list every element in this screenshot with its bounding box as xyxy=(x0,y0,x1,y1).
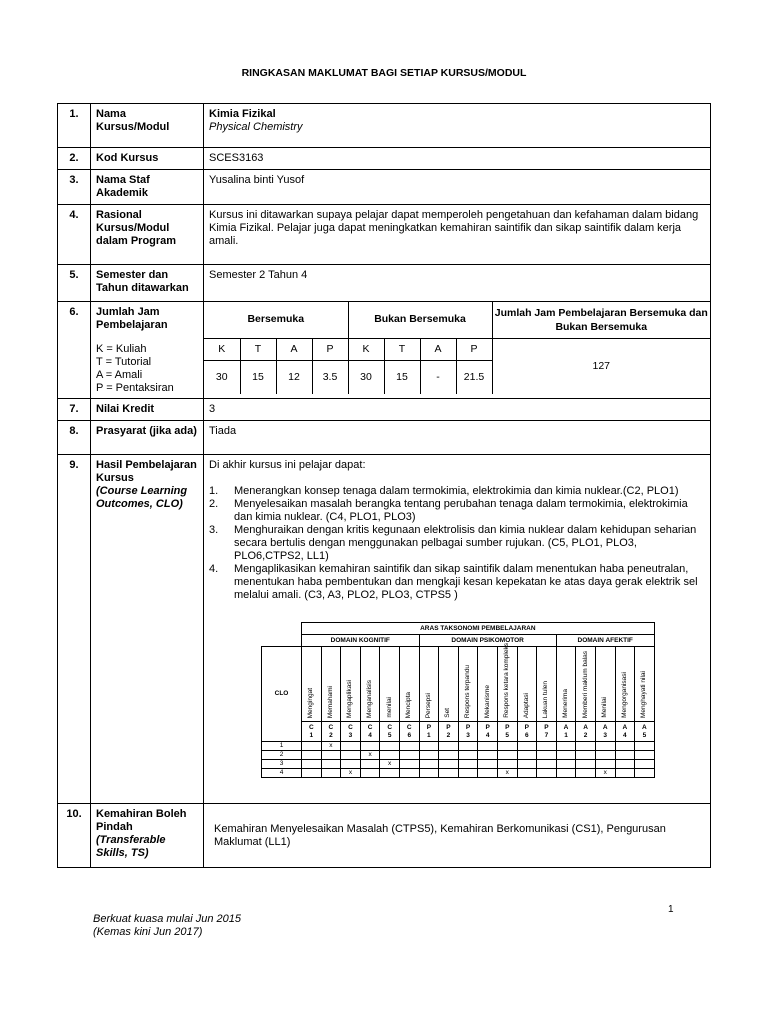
row-value xyxy=(204,455,711,804)
code-number: 3 xyxy=(603,731,608,739)
hour-code: K xyxy=(348,338,384,360)
taxonomy-mark xyxy=(399,751,419,760)
row-label: Prasyarat (jika ada) xyxy=(91,421,204,455)
document-title: RINGKASAN MAKLUMAT BAGI SETIAP KURSUS/MODUL xyxy=(241,67,527,79)
taxonomy-mark xyxy=(341,760,361,769)
code-number: 2 xyxy=(583,731,588,739)
clo-text: Menerangkan konsep tenaga dalam termokimia, elektrokimia dan kimia nuklear.(C2, PLO1) xyxy=(234,485,679,497)
row-course-name xyxy=(58,104,711,148)
taxonomy-mark xyxy=(399,769,419,778)
taxonomy-row xyxy=(262,742,655,751)
code-letter: P xyxy=(485,723,490,731)
code-letter: C xyxy=(367,723,373,731)
taxonomy-level-header xyxy=(635,647,655,722)
taxonomy-mark xyxy=(537,760,557,769)
row-number: 4. xyxy=(58,205,91,265)
code-letter: A xyxy=(602,723,608,731)
taxonomy-mark xyxy=(556,760,576,769)
row-value: SCES3163 xyxy=(204,148,711,170)
taxonomy-level-name: Menilai xyxy=(601,697,609,718)
taxonomy-row xyxy=(262,760,655,769)
taxonomy-level-header xyxy=(360,647,380,722)
taxonomy-mark xyxy=(595,751,615,760)
row-label xyxy=(91,302,204,399)
taxonomy-level-header xyxy=(380,647,400,722)
hour-value: - xyxy=(420,360,456,394)
taxonomy-level-name: Lakuan tulen xyxy=(542,680,550,718)
taxonomy-level-code xyxy=(478,722,498,742)
code-number: 4 xyxy=(622,731,627,739)
taxonomy-level-code xyxy=(517,722,537,742)
taxonomy-mark xyxy=(517,769,537,778)
taxonomy-mark xyxy=(380,742,400,751)
code-letter: P xyxy=(426,723,432,731)
row-value xyxy=(204,104,711,148)
taxonomy-level-name: Adaptasi xyxy=(522,692,530,718)
taxonomy-level-name: Menganalisis xyxy=(366,680,374,718)
row-number: 9. xyxy=(58,455,91,804)
taxonomy-mark: x xyxy=(341,769,361,778)
taxonomy-level-header xyxy=(497,643,517,722)
hours-label: Jumlah Jam Pembelajaran xyxy=(96,306,168,331)
taxonomy-mark xyxy=(399,742,419,751)
code-number: 4 xyxy=(485,731,490,739)
code-letter: P xyxy=(446,723,451,731)
taxonomy-mark xyxy=(380,751,400,760)
taxonomy-table xyxy=(261,622,655,778)
taxonomy-mark xyxy=(341,742,361,751)
taxonomy-mark xyxy=(341,751,361,760)
footer-revision-date: (Kemas kini Jun 2017) xyxy=(93,926,203,938)
row-value: Kemahiran Menyelesaikan Masalah (CTPS5), Kemahiran Berkomunikasi (CS1), Pengurusan Maklumat (LL1) xyxy=(204,804,711,868)
hour-value: 12 xyxy=(276,360,312,394)
taxonomy-mark xyxy=(439,751,459,760)
code-letter: P xyxy=(524,723,529,731)
taxonomy-mark xyxy=(302,742,322,751)
taxonomy-level-code xyxy=(321,722,341,742)
taxonomy-level-code xyxy=(341,722,361,742)
clo-label: Hasil Pembelajaran Kursus xyxy=(96,459,197,484)
row-number: 8. xyxy=(58,421,91,455)
taxonomy-level-code xyxy=(419,722,439,742)
hour-value: 3.5 xyxy=(312,360,348,394)
taxonomy-level-code xyxy=(458,722,478,742)
row-label xyxy=(91,804,204,868)
taxonomy-mark xyxy=(321,760,341,769)
taxonomy-mark xyxy=(458,742,478,751)
taxonomy-level-header xyxy=(321,647,341,722)
taxonomy-level-name: menilai xyxy=(385,697,393,718)
taxonomy-level-name: Menghayati nilai xyxy=(640,671,648,718)
taxonomy-level-name: Menerima xyxy=(562,689,570,718)
tax-title-row xyxy=(262,623,655,635)
row-value: 3 xyxy=(204,399,711,421)
row-rationale xyxy=(58,205,711,265)
taxonomy-mark xyxy=(458,751,478,760)
taxonomy-level-code xyxy=(595,722,615,742)
code-number: 1 xyxy=(309,731,314,739)
clo-text: Menyelesaikan masalah berangka tentang perubahan tenaga dalam termokimia, elektrokimia dan kimia nuklear. (C4, PLO1, PLO3) xyxy=(234,498,688,523)
code-letter: A xyxy=(583,723,588,731)
taxonomy-mark: x xyxy=(321,742,341,751)
course-name-malay: Kimia Fizikal xyxy=(209,108,276,120)
row-label xyxy=(91,455,204,804)
code-number: 5 xyxy=(642,731,647,739)
taxonomy-level-header xyxy=(615,647,635,722)
code-number: 6 xyxy=(407,731,412,739)
taxonomy-mark xyxy=(478,742,498,751)
clo-column-header: CLO xyxy=(262,647,302,742)
taxonomy-level-code xyxy=(380,722,400,742)
code-letter: C xyxy=(348,723,353,731)
taxonomy-mark xyxy=(302,751,322,760)
taxonomy-mark xyxy=(497,742,517,751)
tax-level-names-row xyxy=(262,647,655,722)
code-letter: C xyxy=(308,723,314,731)
taxonomy-mark xyxy=(537,751,557,760)
code-letter: A xyxy=(563,723,569,731)
taxonomy-level-code xyxy=(360,722,380,742)
taxonomy-mark xyxy=(419,751,439,760)
legend-item: A = Amali xyxy=(96,369,143,381)
taxonomy-mark xyxy=(302,769,322,778)
taxonomy-mark xyxy=(321,751,341,760)
row-label: Nama Kursus/Modul xyxy=(91,104,204,148)
code-letter: C xyxy=(387,723,393,731)
tax-domain-row xyxy=(262,635,655,647)
legend-item: T = Tutorial xyxy=(96,356,152,368)
taxonomy-level-header xyxy=(458,647,478,722)
tax-blank xyxy=(262,635,302,647)
row-semester xyxy=(58,265,711,302)
taxonomy-level-header xyxy=(595,647,615,722)
taxonomy-level-header xyxy=(478,647,498,722)
clo-item xyxy=(209,498,705,524)
taxonomy-mark xyxy=(517,742,537,751)
row-value: Semester 2 Tahun 4 xyxy=(204,265,711,302)
hours-grid xyxy=(204,302,710,394)
footer-effective-date: Berkuat kuasa mulai Jun 2015 xyxy=(93,913,241,925)
taxonomy-level-name: Mencipta xyxy=(405,691,413,718)
taxonomy-level-code xyxy=(399,722,419,742)
total-hours-value: 127 xyxy=(492,338,710,394)
taxonomy-level-code xyxy=(635,722,655,742)
taxonomy-mark xyxy=(478,769,498,778)
domain-affective: DOMAIN AFEKTIF xyxy=(556,635,654,647)
taxonomy-mark xyxy=(615,751,635,760)
row-label: Kod Kursus xyxy=(91,148,204,170)
taxonomy-mark xyxy=(615,769,635,778)
taxonomy-mark xyxy=(635,760,655,769)
row-number: 2. xyxy=(58,148,91,170)
code-number: 7 xyxy=(544,731,549,739)
taxonomy-level-code xyxy=(537,722,557,742)
clo-item xyxy=(209,524,705,563)
taxonomy-mark xyxy=(439,760,459,769)
code-letter: P xyxy=(465,723,471,731)
clo-number: 4. xyxy=(209,563,219,575)
taxonomy-mark: x xyxy=(380,760,400,769)
row-learning-hours xyxy=(58,302,711,399)
taxonomy-level-name: Set xyxy=(444,708,452,718)
legend-item: K = Kuliah xyxy=(96,343,147,355)
code-number: 3 xyxy=(348,731,353,739)
taxonomy-level-header xyxy=(517,647,537,722)
taxonomy-level-code xyxy=(576,722,596,742)
clo-number: 2. xyxy=(209,498,219,510)
ts-label-english: (Transferable Skills, TS) xyxy=(96,834,166,859)
hour-code: A xyxy=(276,338,312,360)
taxonomy-mark xyxy=(556,742,576,751)
code-number: 6 xyxy=(525,731,529,739)
taxonomy-mark xyxy=(478,760,498,769)
taxonomy-mark xyxy=(517,760,537,769)
code-letter: A xyxy=(622,723,628,731)
row-label: Rasional Kursus/Modul dalam Program xyxy=(91,205,204,265)
clo-number-cell: 2 xyxy=(262,751,302,760)
row-number: 5. xyxy=(58,265,91,302)
hour-value: 15 xyxy=(240,360,276,394)
taxonomy-level-header xyxy=(576,647,596,722)
taxonomy-mark xyxy=(615,760,635,769)
taxonomy-mark xyxy=(635,742,655,751)
taxonomy-level-code xyxy=(302,722,322,742)
clo-item xyxy=(209,485,705,498)
taxonomy-mark xyxy=(439,742,459,751)
taxonomy-mark xyxy=(556,769,576,778)
course-name-english: Physical Chemistry xyxy=(209,121,303,133)
taxonomy-mark xyxy=(419,760,439,769)
clo-number-cell: 4 xyxy=(262,769,302,778)
taxonomy-mark xyxy=(419,769,439,778)
taxonomy-mark xyxy=(635,769,655,778)
taxonomy-level-header xyxy=(556,647,576,722)
code-number: 4 xyxy=(368,731,372,739)
hour-code: P xyxy=(312,338,348,360)
clo-number: 1. xyxy=(209,485,219,497)
taxonomy-mark xyxy=(576,769,596,778)
row-number: 3. xyxy=(58,170,91,205)
code-number: 1 xyxy=(427,731,431,739)
code-letter: P xyxy=(544,723,549,731)
taxonomy-level-header xyxy=(302,647,322,722)
taxonomy-mark xyxy=(302,760,322,769)
taxonomy-mark xyxy=(360,742,380,751)
taxonomy-level-name: Memberi maklum balas xyxy=(581,650,589,718)
domain-psychomotor: DOMAIN PSIKOMOTOR xyxy=(419,635,556,647)
code-number: 5 xyxy=(505,731,510,739)
row-clo xyxy=(58,455,711,804)
taxonomy-level-header xyxy=(537,647,557,722)
bukan-bersemuka-header: Bukan Bersemuka xyxy=(348,302,492,338)
taxonomy-level-name: Mengorganisasi xyxy=(620,672,628,718)
taxonomy-mark: x xyxy=(360,751,380,760)
taxonomy-mark xyxy=(458,769,478,778)
taxonomy-level-header xyxy=(399,647,419,722)
row-prerequisite xyxy=(58,421,711,455)
taxonomy-mark xyxy=(360,760,380,769)
taxonomy-mark xyxy=(576,742,596,751)
row-value: Tiada xyxy=(204,421,711,455)
code-number: 2 xyxy=(446,731,451,739)
clo-number-cell: 3 xyxy=(262,760,302,769)
row-value: Kursus ini ditawarkan supaya pelajar dapat memperoleh pengetahuan dan kefahaman dalam bidang Kimia Fizikal. Pelajar juga dapat meningkatkan kemahiran saintifik dan sikap saintifik dalam kerja amali. xyxy=(204,205,711,265)
row-course-code xyxy=(58,148,711,170)
taxonomy-level-code xyxy=(439,722,459,742)
tax-blank xyxy=(262,623,302,635)
row-value: Yusalina binti Yusof xyxy=(204,170,711,205)
clo-list xyxy=(209,485,705,602)
footer xyxy=(93,913,241,939)
hour-value: 21.5 xyxy=(456,360,492,394)
taxonomy-mark xyxy=(576,751,596,760)
taxonomy-row xyxy=(262,751,655,760)
taxonomy-mark: x xyxy=(497,769,517,778)
taxonomy-level-name: Mengaplikasi xyxy=(346,680,354,718)
taxonomy-row xyxy=(262,769,655,778)
taxonomy-level-name: Respons terpandu xyxy=(464,664,472,718)
total-hours-header: Jumlah Jam Pembelajaran Bersemuka dan Bukan Bersemuka xyxy=(492,302,710,338)
taxonomy-level-name: Persepsi xyxy=(424,692,432,718)
clo-intro: Di akhir kursus ini pelajar dapat: xyxy=(209,459,366,471)
taxonomy-mark xyxy=(360,769,380,778)
code-letter: C xyxy=(328,723,334,731)
hour-value: 30 xyxy=(204,360,240,394)
hour-code: K xyxy=(204,338,240,360)
course-info-table xyxy=(57,103,711,868)
taxonomy-mark xyxy=(497,751,517,760)
code-number: 3 xyxy=(466,731,470,739)
code-letter: P xyxy=(505,723,510,731)
taxonomy-mark xyxy=(595,760,615,769)
row-label: Semester dan Tahun ditawarkan xyxy=(91,265,204,302)
taxonomy-level-name: Respons ketara kompleks xyxy=(503,643,511,718)
taxonomy-mark: x xyxy=(595,769,615,778)
taxonomy-mark xyxy=(458,760,478,769)
code-letter: A xyxy=(642,723,647,731)
code-number: 5 xyxy=(387,731,392,739)
taxonomy-mark xyxy=(439,769,459,778)
taxonomy-level-header xyxy=(341,647,361,722)
hour-value: 15 xyxy=(384,360,420,394)
taxonomy-level-name: Mekanisme xyxy=(483,684,491,718)
row-staff xyxy=(58,170,711,205)
hour-code: A xyxy=(420,338,456,360)
domain-cognitive: DOMAIN KOGNITIF xyxy=(302,635,420,647)
taxonomy-level-name: Memahami xyxy=(326,685,334,718)
row-credit xyxy=(58,399,711,421)
row-label: Nama Staf Akademik xyxy=(91,170,204,205)
row-label: Nilai Kredit xyxy=(91,399,204,421)
clo-item xyxy=(209,563,705,602)
page-number: 1 xyxy=(668,904,674,915)
taxonomy-mark xyxy=(537,769,557,778)
clo-text: Menghuraikan dengan kritis kegunaan elektrolisis dan kimia nuklear dalam kehidupan seharian secara bertulis dengan menggunakan pelbagai sumber rujukan. (C5, PLO1, PLO3, PLO6,CTPS2, LL1) xyxy=(234,524,697,562)
tax-title: ARAS TAKSONOMI PEMBELAJARAN xyxy=(302,623,655,635)
taxonomy-mark xyxy=(635,751,655,760)
clo-text: Mengaplikasikan kemahiran saintifik dan sikap saintifik dalam menentukan haba peneutralan, menentukan haba pembentukan dan mengkaji kesan kepekatan ke atas daya gerak elektrik sel melalui amali. (C3, A3, PLO2, PLO3, CTPS5 ) xyxy=(234,563,698,601)
code-number: 2 xyxy=(329,731,333,739)
hour-code: T xyxy=(384,338,420,360)
taxonomy-mark xyxy=(497,760,517,769)
taxonomy-level-header xyxy=(439,647,459,722)
taxonomy-level-code xyxy=(615,722,635,742)
taxonomy-mark xyxy=(478,751,498,760)
taxonomy-mark xyxy=(576,760,596,769)
legend-item: P = Pentaksiran xyxy=(96,382,174,394)
taxonomy-level-name: Mengingat xyxy=(307,687,315,718)
hour-code: T xyxy=(240,338,276,360)
ts-label: Kemahiran Boleh Pindah xyxy=(96,808,187,833)
code-number: 1 xyxy=(564,731,568,739)
taxonomy-level-header xyxy=(419,647,439,722)
taxonomy-mark xyxy=(321,769,341,778)
code-letter: C xyxy=(406,723,412,731)
taxonomy-mark xyxy=(419,742,439,751)
taxonomy-level-code xyxy=(497,722,517,742)
taxonomy-mark xyxy=(615,742,635,751)
hours-grid-cell xyxy=(204,302,711,399)
hour-code: P xyxy=(456,338,492,360)
taxonomy-mark xyxy=(556,751,576,760)
taxonomy-mark xyxy=(537,742,557,751)
row-number: 6. xyxy=(58,302,91,399)
taxonomy-mark xyxy=(595,742,615,751)
hour-value: 30 xyxy=(348,360,384,394)
hours-legend xyxy=(96,339,198,398)
tax-level-codes-row xyxy=(262,722,655,742)
row-number: 7. xyxy=(58,399,91,421)
clo-number-cell: 1 xyxy=(262,742,302,751)
clo-label-english: (Course Learning Outcomes, CLO) xyxy=(96,485,188,510)
taxonomy-mark xyxy=(399,760,419,769)
bersemuka-header: Bersemuka xyxy=(204,302,348,338)
row-number: 1. xyxy=(58,104,91,148)
taxonomy-mark xyxy=(380,769,400,778)
clo-number: 3. xyxy=(209,524,219,536)
row-transferable-skills xyxy=(58,804,711,868)
taxonomy-level-code xyxy=(556,722,576,742)
taxonomy-mark xyxy=(517,751,537,760)
row-number: 10. xyxy=(58,804,91,868)
